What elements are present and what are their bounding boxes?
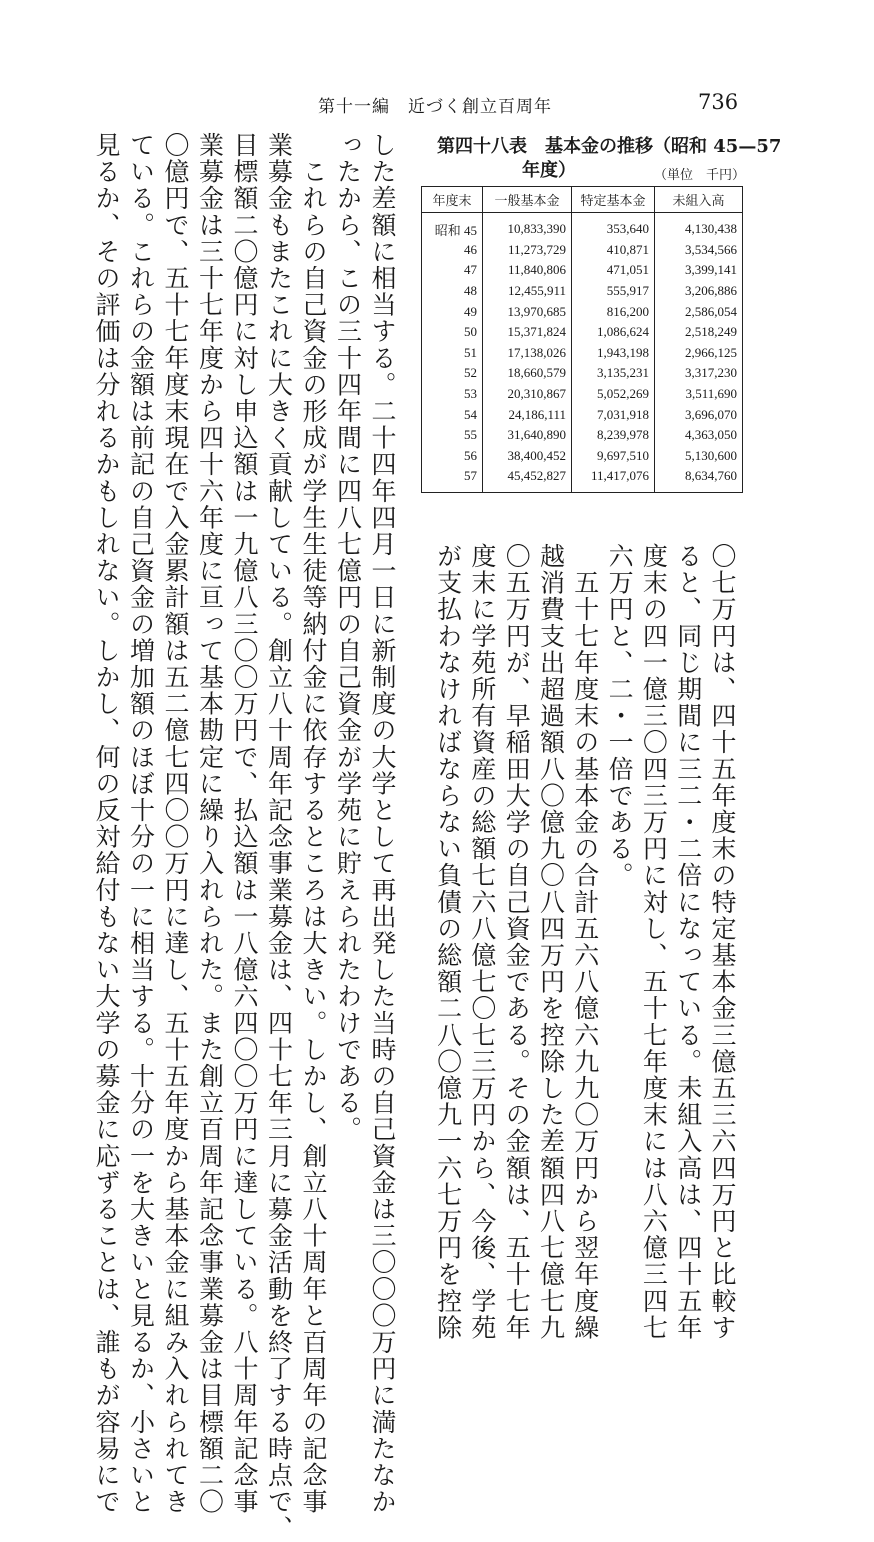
table-row (422, 213, 743, 240)
table-cell: 51 (464, 344, 477, 360)
table-cell: 410,871 (572, 240, 655, 261)
table-cell: 50 (464, 324, 477, 340)
table-cell: 5,130,600 (655, 446, 743, 467)
table-cell: 47 (464, 262, 477, 278)
table-cell: 20,310,867 (483, 384, 572, 405)
table-title-line2: 年度） (522, 160, 576, 181)
table-cell: 3,534,566 (655, 240, 743, 261)
table-cell: 昭和 45 (434, 222, 477, 238)
table-row (422, 425, 743, 446)
table-row (422, 466, 743, 492)
table-cell: 8,634,760 (655, 466, 743, 492)
text-column: ている。これらの金額は前記の自己資金の増加額のほぼ十分の一に相当する。十分の一を大きいと見るか、小さいと (126, 132, 156, 1516)
table-row (422, 260, 743, 281)
table-cell: 3,206,886 (655, 281, 743, 302)
running-header: 第十一編 近づく創立百周年 (318, 97, 552, 117)
text-column: 〇億円で、五十七年度末現在で入金累計額は五二億七四〇〇万円に達し、五十五年度から基本金に組み入れられてき (161, 132, 190, 1516)
table-row (422, 446, 743, 467)
table-header-row (422, 187, 743, 213)
table-cell: 46 (464, 241, 477, 257)
table-row (422, 404, 743, 425)
table-title-line1: 第四十八表 基本金の推移（昭和 45—57 (437, 136, 782, 157)
table-row (422, 281, 743, 302)
table-cell: 13,970,685 (483, 301, 572, 322)
table-cell: 2,518,249 (655, 322, 743, 343)
table-cell: 10,833,390 (483, 213, 572, 240)
text-column: が支払わなければならない負債の総額二八〇億九一六七万円を控除 (433, 543, 463, 1341)
table-cell: 7,031,918 (572, 404, 655, 425)
table-cell: 31,640,890 (483, 425, 572, 446)
table-row (422, 322, 743, 343)
text-column: これらの自己資金の形成が学生生徒等納付金に依存するところは大きい。しかし、創立八十周年と百周年の記念事 (299, 132, 328, 1516)
text-column: 〇七万円は、四十五年度末の特定基本金三億五三六四万円と比較す (708, 543, 737, 1341)
table-cell: 3,696,070 (655, 404, 743, 425)
column-header: 未組入高 (655, 187, 743, 213)
table-cell: 1,943,198 (572, 343, 655, 364)
table-cell: 45,452,827 (483, 466, 572, 492)
table-cell: 353,640 (572, 213, 655, 240)
text-column: 〇五万円が、早稲田大学の自己資金である。その金額は、五十七年 (502, 543, 532, 1341)
table-cell: 55 (464, 427, 477, 443)
table-cell: 17,138,026 (483, 343, 572, 364)
text-column: 目標額二〇億円に対し申込額は一九億八三〇〇万円で、払込額は一八億六四〇〇万円に達している。八十周年記念事 (230, 132, 259, 1516)
table-cell: 11,273,729 (483, 240, 572, 261)
table-cell: 57 (464, 468, 477, 484)
text-column: 越消費支出超過額八〇億九〇八四万円を控除した差額四八七億七九 (536, 543, 566, 1341)
text-column: 業募金は三十七年度から四十六年度に亘って基本勘定に繰り入れられた。また創立百周年記念事業募金は目標額二〇 (195, 132, 225, 1516)
table-cell: 11,840,806 (483, 260, 572, 281)
table-cell: 1,086,624 (572, 322, 655, 343)
table-cell: 54 (464, 406, 477, 422)
text-column: 六万円と、二・一倍である。 (605, 543, 635, 889)
fund-table (421, 186, 743, 493)
table-unit: （単位 千円） (654, 168, 746, 183)
table-row (422, 343, 743, 364)
text-column: 度末に学苑所有資産の総額七六八億七〇七三万円から、今後、学苑 (467, 543, 497, 1341)
table-cell: 5,052,269 (572, 384, 655, 405)
table-cell: 12,455,911 (483, 281, 572, 302)
table-cell: 56 (464, 447, 477, 463)
page-number: 736 (698, 90, 739, 114)
table-cell: 555,917 (572, 281, 655, 302)
text-column: した差額に相当する。二十四年四月一日に新制度の大学として再出発した当時の自己資金は三〇〇〇万円に満たなか (368, 132, 397, 1516)
table-cell: 49 (464, 303, 477, 319)
text-column: ったから、この三十四年間に四八七億円の自己資金が学苑に貯えられたわけである。 (333, 132, 363, 1143)
table-cell: 816,200 (572, 301, 655, 322)
table-row (422, 240, 743, 261)
text-column: 五十七年度末の基本金の合計五六八億六九九〇万円から翌年度繰 (570, 543, 600, 1341)
table-cell: 53 (464, 386, 477, 402)
table-cell: 3,317,230 (655, 363, 743, 384)
table-cell: 18,660,579 (483, 363, 572, 384)
table-cell: 2,586,054 (655, 301, 743, 322)
table-cell: 4,363,050 (655, 425, 743, 446)
table-cell: 48 (464, 283, 477, 299)
table-cell: 3,135,231 (572, 363, 655, 384)
table-cell: 52 (464, 365, 477, 381)
table-cell: 15,371,824 (483, 322, 572, 343)
table-cell: 11,417,076 (572, 466, 655, 492)
table-cell: 9,697,510 (572, 446, 655, 467)
table-cell: 471,051 (572, 260, 655, 281)
text-column: 度末の四一億三〇四三万円に対し、五十七年度末には八六億三四七 (639, 543, 669, 1341)
table-cell: 24,186,111 (483, 404, 572, 425)
text-column: 見るか、その評価は分れるかもしれない。しかし、何の反対給付もない大学の募金に応ずることは、誰もが容易にで (92, 132, 121, 1516)
text-column: ると、同じ期間に三二・二倍になっている。未組入高は、四十五年 (673, 543, 703, 1341)
text-column: 業募金もまたこれに大きく貢献している。創立八十周年記念事業募金は、四十七年三月に募金活動を終了する時点で、 (264, 132, 294, 1542)
table-row (422, 301, 743, 322)
table-cell: 38,400,452 (483, 446, 572, 467)
table-row (422, 363, 743, 384)
column-header: 年度末 (422, 187, 483, 213)
table-cell: 4,130,438 (655, 213, 743, 240)
table-row (422, 384, 743, 405)
table-cell: 3,399,141 (655, 260, 743, 281)
table-cell: 3,511,690 (655, 384, 743, 405)
table-cell: 2,966,125 (655, 343, 743, 364)
column-header: 特定基本金 (572, 187, 655, 213)
column-header: 一般基本金 (483, 187, 572, 213)
table-cell: 8,239,978 (572, 425, 655, 446)
